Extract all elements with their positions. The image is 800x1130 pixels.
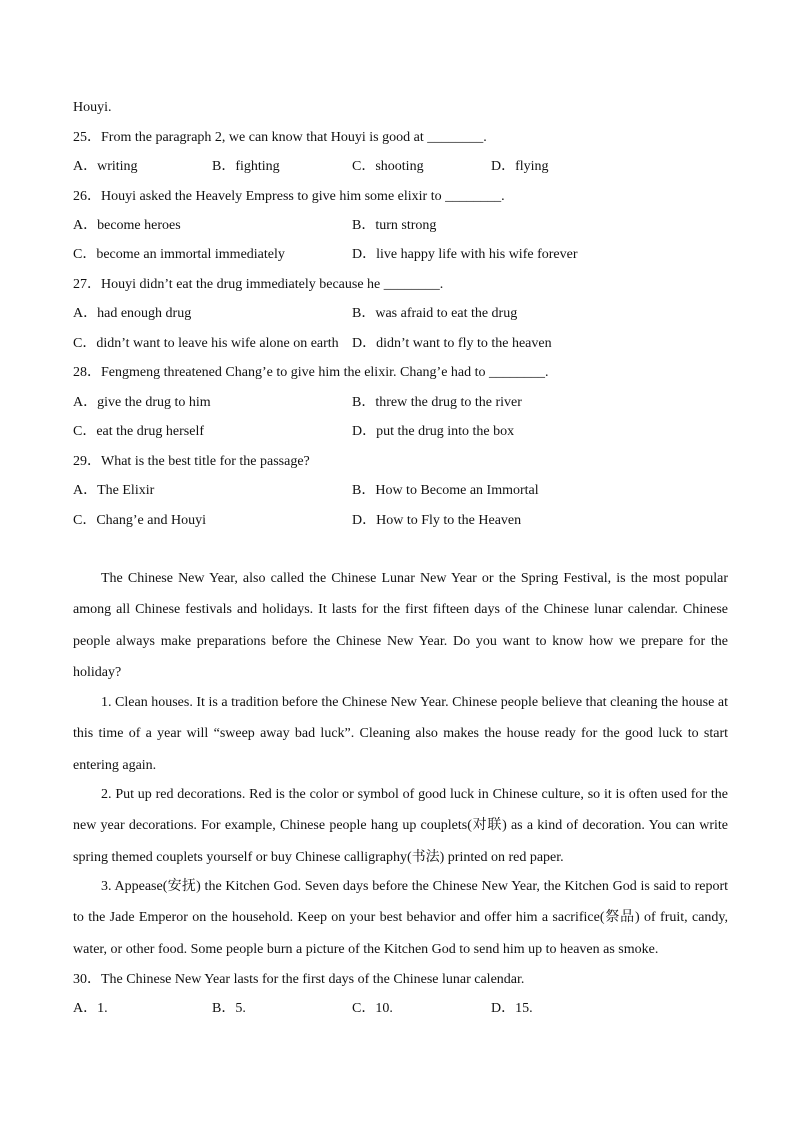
question-27-option-c[interactable]: C．didn’t want to leave his wife alone on earth (73, 336, 339, 351)
question-26-option-d[interactable]: D．live happy life with his wife forever (352, 247, 578, 262)
question-30-option-c[interactable]: C．10. (352, 1001, 393, 1016)
question-30-option-a[interactable]: A．1. (73, 1001, 108, 1016)
question-26-option-c[interactable]: C．become an immortal immediately (73, 247, 285, 262)
question-30-stem: 30．The Chinese New Year lasts for the first days of the Chinese lunar calendar. (73, 972, 525, 987)
question-28-option-a[interactable]: A．give the drug to him (73, 395, 211, 410)
question-28-option-c[interactable]: C．eat the drug herself (73, 424, 205, 439)
passage-paragraph-red-decorations: 2. Put up red decorations. Red is the color or symbol of good luck in Chinese culture, so it is often used for the new year decorations. For example, Chinese people hang up couplets(对联) as a kind of decoration. You can write spring themed couplets yourself or buy Chinese calligraphy(书法) printed on red paper. (73, 787, 728, 865)
question-27-option-d[interactable]: D．didn’t want to fly to the heaven (352, 336, 552, 351)
question-27-option-b[interactable]: B．was afraid to eat the drug (352, 306, 518, 321)
question-29-stem: 29．What is the best title for the passage? (73, 454, 310, 469)
question-27-option-a[interactable]: A．had enough drug (73, 306, 192, 321)
question-30-option-b[interactable]: B．5. (212, 1001, 246, 1016)
question-29-option-d[interactable]: D．How to Fly to the Heaven (352, 513, 522, 528)
question-26-option-a[interactable]: A．become heroes (73, 218, 181, 233)
question-26-option-b[interactable]: B．turn strong (352, 218, 437, 233)
question-25-option-c[interactable]: C．shooting (352, 159, 424, 174)
passage-paragraph-kitchen-god: 3. Appease(安抚) the Kitchen God. Seven days before the Chinese New Year, the Kitchen God is said to report to the Jade Emperor on the household. Keep on your best behavior and offer him a sacrifice(祭品) of fruit, candy, water, or other food. Some people burn a picture of the Kitchen God to send him up to heaven as smoke. (73, 879, 728, 957)
question-25-option-a[interactable]: A．writing (73, 159, 138, 174)
passage-continuation: Houyi. (73, 100, 112, 115)
passage-paragraph-intro: The Chinese New Year, also called the Chinese Lunar New Year or the Spring Festival, is the most popular among all Chinese festivals and holidays. It lasts for the first fifteen days of the Chinese lunar calendar. Chinese people always make preparations before the Chinese New Year. Do you want to know how we prepare for the holiday? (73, 571, 728, 681)
question-28-option-b[interactable]: B．threw the drug to the river (352, 395, 522, 410)
question-26-stem: 26．Houyi asked the Heavely Empress to give him some elixir to ________. (73, 189, 505, 204)
passage-paragraph-clean-houses: 1. Clean houses. It is a tradition before the Chinese New Year. Chinese people believe that cleaning the house at this time of a year will “sweep away bad luck”. Cleaning also makes the house ready for the good luck to start entering again. (73, 695, 728, 773)
question-28-option-d[interactable]: D．put the drug into the box (352, 424, 515, 439)
question-27-stem: 27．Houyi didn’t eat the drug immediately because he ________. (73, 277, 444, 292)
question-25-option-b[interactable]: B．fighting (212, 159, 280, 174)
question-29-option-c[interactable]: C．Chang’e and Houyi (73, 513, 206, 528)
question-25-stem: 25．From the paragraph 2, we can know that Houyi is good at ________. (73, 130, 487, 145)
question-30-option-d[interactable]: D．15. (491, 1001, 533, 1016)
question-28-stem: 28．Fengmeng threatened Chang’e to give him the elixir. Chang’e had to ________. (73, 365, 549, 380)
question-29-option-b[interactable]: B．How to Become an Immortal (352, 483, 539, 498)
question-25-option-d[interactable]: D．flying (491, 159, 549, 174)
question-29-option-a[interactable]: A．The Elixir (73, 483, 155, 498)
